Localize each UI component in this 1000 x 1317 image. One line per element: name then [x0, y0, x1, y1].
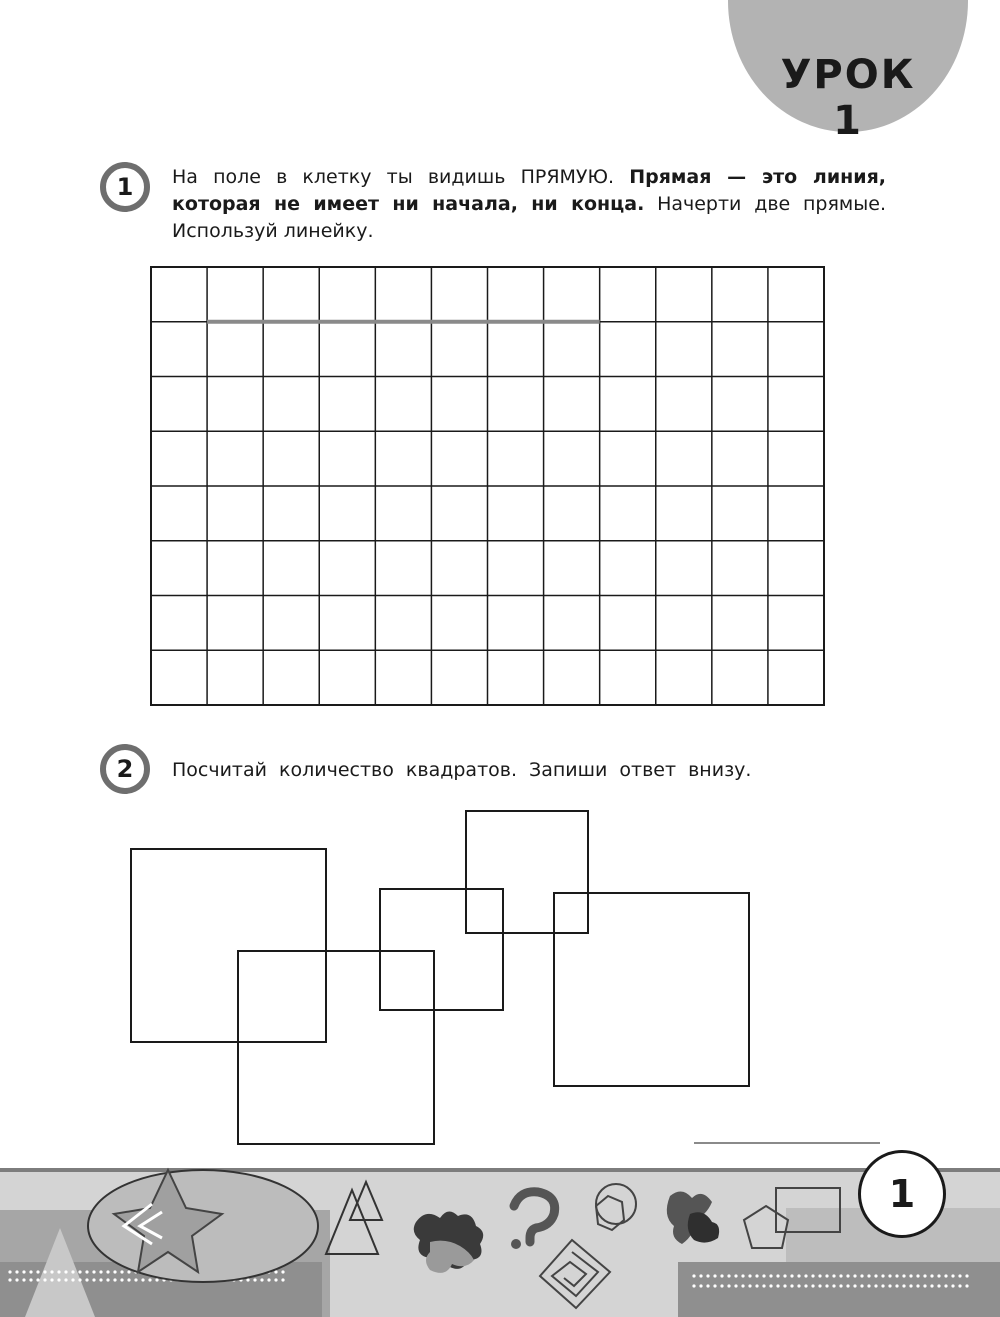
footer-dot — [965, 1284, 968, 1287]
footer-dot — [699, 1274, 702, 1277]
footer-dot — [734, 1274, 737, 1277]
task-1-number: 1 — [116, 173, 134, 201]
footer-dot — [944, 1274, 947, 1277]
footer-dot — [106, 1278, 109, 1281]
footer-dot — [769, 1284, 772, 1287]
square-shape — [131, 849, 326, 1042]
footer-dot — [769, 1274, 772, 1277]
footer-dot — [120, 1270, 123, 1273]
task-2-instructions: Посчитай количество квадратов. Запиши ответ внизу. — [172, 759, 752, 781]
footer-dot — [22, 1278, 25, 1281]
footer-dot — [860, 1284, 863, 1287]
footer-dot — [127, 1278, 130, 1281]
footer-dot — [944, 1284, 947, 1287]
footer-dot — [29, 1278, 32, 1281]
footer-dot — [867, 1274, 870, 1277]
footer-dot — [692, 1274, 695, 1277]
footer-dot — [762, 1274, 765, 1277]
footer-dot — [818, 1274, 821, 1277]
footer-dot — [811, 1284, 814, 1287]
footer-dot — [281, 1278, 284, 1281]
footer-dot — [8, 1278, 11, 1281]
footer-dot — [713, 1274, 716, 1277]
footer-dot — [790, 1274, 793, 1277]
footer-dot — [267, 1278, 270, 1281]
task-1-definition: Прямая — это линия, которая не имеет ни начала, ни конца. — [172, 166, 886, 215]
footer-dot — [874, 1284, 877, 1287]
footer-dot — [909, 1274, 912, 1277]
footer-dot — [839, 1274, 842, 1277]
footer-dot — [85, 1270, 88, 1273]
footer-dot — [804, 1284, 807, 1287]
footer-dot — [776, 1274, 779, 1277]
page-number-badge — [858, 1150, 946, 1238]
task-1-text-intro: На поле в клетку ты видишь ПРЯМУЮ. — [172, 166, 630, 188]
footer-dot — [888, 1274, 891, 1277]
footer-dot — [930, 1274, 933, 1277]
footer-dot — [253, 1278, 256, 1281]
footer-dot — [783, 1274, 786, 1277]
footer-dot — [8, 1270, 11, 1273]
footer-dot — [78, 1278, 81, 1281]
square-shape — [554, 893, 749, 1086]
footer-dot — [825, 1274, 828, 1277]
page-number: 1 — [888, 1172, 916, 1216]
footer-dot — [825, 1284, 828, 1287]
footer-dot — [895, 1274, 898, 1277]
footer-dot — [860, 1274, 863, 1277]
footer-dot — [692, 1284, 695, 1287]
footer-dot — [43, 1278, 46, 1281]
footer-dot — [755, 1274, 758, 1277]
footer-dot — [106, 1270, 109, 1273]
footer-dot — [930, 1284, 933, 1287]
footer-dot — [281, 1270, 284, 1273]
footer-dot — [36, 1270, 39, 1273]
footer-dot — [748, 1274, 751, 1277]
footer-dot — [839, 1284, 842, 1287]
footer-dot — [120, 1278, 123, 1281]
footer-dot — [790, 1284, 793, 1287]
footer-dot — [748, 1284, 751, 1287]
footer-dot — [951, 1274, 954, 1277]
footer-dot — [951, 1284, 954, 1287]
task-2-number: 2 — [116, 755, 134, 783]
footer-dot — [71, 1270, 74, 1273]
footer-dot — [148, 1278, 151, 1281]
footer-dot — [797, 1274, 800, 1277]
footer-dot — [720, 1274, 723, 1277]
footer-dot — [50, 1278, 53, 1281]
footer-dot — [881, 1274, 884, 1277]
footer-dot — [727, 1274, 730, 1277]
footer-dot — [29, 1270, 32, 1273]
footer-dot — [881, 1284, 884, 1287]
footer-dot — [895, 1284, 898, 1287]
footer-dot — [923, 1284, 926, 1287]
footer-dot — [99, 1278, 102, 1281]
footer-dot — [804, 1274, 807, 1277]
footer-dot — [92, 1270, 95, 1273]
answer-line[interactable] — [694, 1142, 880, 1144]
footer-dot — [741, 1274, 744, 1277]
footer-dot — [699, 1284, 702, 1287]
footer-dot — [78, 1270, 81, 1273]
footer-dot — [958, 1274, 961, 1277]
footer-dot — [818, 1284, 821, 1287]
footer-dot — [155, 1278, 158, 1281]
footer-dot — [57, 1278, 60, 1281]
lesson-title: УРОК 1 — [780, 52, 916, 144]
footer-dot — [853, 1274, 856, 1277]
footer-dot — [762, 1284, 765, 1287]
footer-dot — [85, 1278, 88, 1281]
footer-dot — [64, 1270, 67, 1273]
footer-dot — [22, 1270, 25, 1273]
footer-dot — [706, 1284, 709, 1287]
footer-dot — [909, 1284, 912, 1287]
footer-dot — [134, 1278, 137, 1281]
footer-dot — [727, 1284, 730, 1287]
footer-dot — [853, 1284, 856, 1287]
footer-dot — [937, 1284, 940, 1287]
footer-dot — [797, 1284, 800, 1287]
footer-dot — [846, 1274, 849, 1277]
footer-dot — [832, 1284, 835, 1287]
footer-dot — [260, 1278, 263, 1281]
footer-dot — [776, 1284, 779, 1287]
footer-dot — [64, 1278, 67, 1281]
footer-dot — [99, 1270, 102, 1273]
square-shape — [380, 889, 503, 1010]
footer-dot — [867, 1284, 870, 1287]
footer-dot — [902, 1274, 905, 1277]
footer-dot — [846, 1284, 849, 1287]
footer-dot — [783, 1284, 786, 1287]
footer-dot — [720, 1284, 723, 1287]
footer-dot — [888, 1284, 891, 1287]
footer-dot — [937, 1274, 940, 1277]
footer-dot — [832, 1274, 835, 1277]
footer-dot — [274, 1278, 277, 1281]
footer-band — [0, 1170, 1000, 1317]
footer-dot — [811, 1274, 814, 1277]
drawing-grid[interactable] — [151, 267, 824, 705]
footer-dot — [713, 1284, 716, 1287]
footer-dot — [755, 1284, 758, 1287]
footer-dot — [127, 1270, 130, 1273]
footer-dot — [706, 1274, 709, 1277]
footer-dot — [15, 1270, 18, 1273]
footer-dot — [113, 1278, 116, 1281]
footer-dot — [92, 1278, 95, 1281]
footer-dot — [141, 1278, 144, 1281]
footer-dot — [274, 1270, 277, 1273]
footer-dot — [36, 1278, 39, 1281]
footer-dot — [958, 1284, 961, 1287]
task-2-number-badge — [100, 744, 150, 794]
squares-figure — [131, 811, 749, 1144]
footer-dot — [923, 1274, 926, 1277]
square-shape — [238, 951, 434, 1144]
footer-dot — [965, 1274, 968, 1277]
footer-dot — [43, 1270, 46, 1273]
footer-dot — [50, 1270, 53, 1273]
footer-dot — [916, 1284, 919, 1287]
footer-dot — [71, 1278, 74, 1281]
footer-dot — [57, 1270, 60, 1273]
footer-dot — [741, 1284, 744, 1287]
footer-dot — [902, 1284, 905, 1287]
footer-dot — [734, 1284, 737, 1287]
footer-dot — [916, 1274, 919, 1277]
footer-dot — [113, 1270, 116, 1273]
square-shape — [466, 811, 588, 933]
footer-dot — [15, 1278, 18, 1281]
footer-dot — [874, 1274, 877, 1277]
task-1-text-outro: Начерти две прямые. Используй линейку. — [172, 193, 886, 242]
